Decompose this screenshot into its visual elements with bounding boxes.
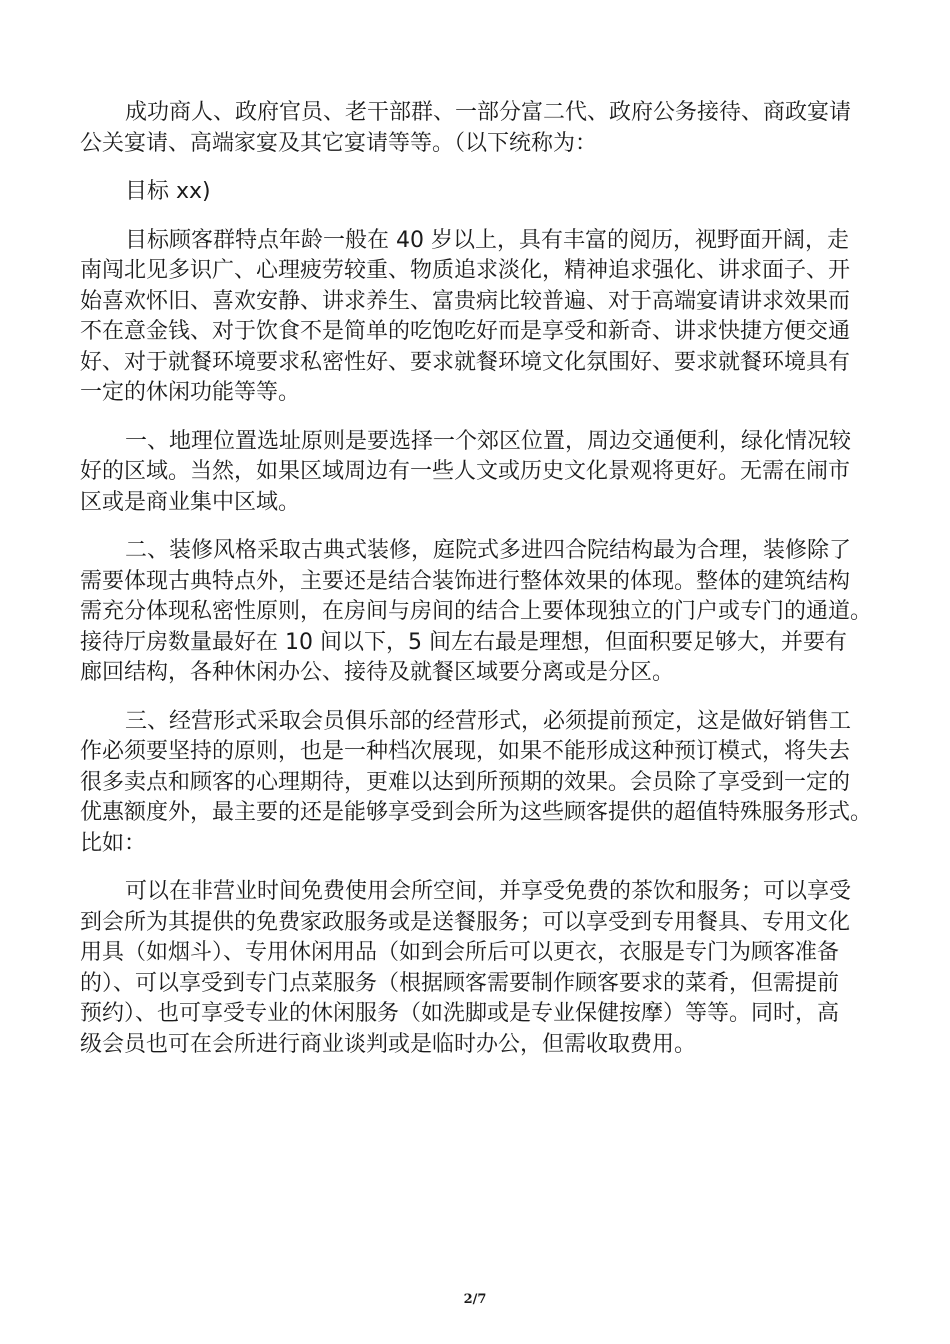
paragraph-line: 优惠额度外，最主要的还是能够享受到会所为这些顾客提供的超值特殊服务形式。 — [80, 800, 873, 825]
paragraph-line: 公关宴请、高端家宴及其它宴请等等。（以下统称为： — [80, 130, 598, 156]
paragraph — [80, 707, 875, 860]
paragraph — [80, 536, 875, 689]
page-number: 2/7 — [463, 1292, 487, 1307]
paragraph-line: 廊回结构，各种休闲办公、接待及就餐区域要分离或是分区。 — [80, 660, 675, 685]
paragraph-line: 成功商人、政府官员、老干部群、一部分富二代、政府公务接待、商政宴请 — [125, 100, 852, 125]
paragraph — [80, 226, 875, 409]
paragraph-line: 好、对于就餐环境要求私密性好、要求就餐环境文化氛围好、要求就餐环境具有 — [80, 349, 851, 375]
paragraph — [80, 177, 875, 208]
document-body — [80, 98, 875, 1078]
paragraph-line: 预约）、也可享受专业的休闲服务（如洗脚或是专业保健按摩）等等。同时，高 — [80, 1001, 840, 1026]
paragraph-line: 比如： — [80, 830, 147, 856]
paragraph-line: 三、经营形式采取会员俱乐部的经营形式，必须提前预定，这是做好销售工 — [125, 708, 852, 734]
paragraph-line: 级会员也可在会所进行商业谈判或是临时办公，但需收取费用。 — [80, 1031, 697, 1057]
paragraph-line: 的）、可以享受到专门点菜服务（根据顾客需要制作顾客要求的菜肴，但需提前 — [80, 970, 840, 996]
paragraph-line: 需要体现古典特点外，主要还是结合装饰进行整体效果的体现。整体的建筑结构 — [80, 568, 851, 594]
paragraph — [80, 877, 875, 1060]
paragraph-line: 区或是商业集中区域。 — [80, 489, 301, 515]
paragraph-line: 很多卖点和顾客的心理期待，更难以达到所预期的效果。会员除了享受到一定的 — [80, 769, 851, 795]
paragraph-line: 用具（如烟斗）、专用休闲用品（如到会所后可以更衣，衣服是专门为顾客准备 — [80, 940, 840, 965]
paragraph-line: 目标顾客群特点年龄一般在 40 岁以上，具有丰富的阅历，视野面开阔，走 — [125, 227, 849, 253]
paragraph — [80, 98, 875, 159]
paragraph-line: 不在意金钱、对于饮食不是简单的吃饱吃好而是享受和新奇、讲求快捷方便交通 — [80, 319, 851, 344]
paragraph-line: 始喜欢怀旧、喜欢安静、讲求养生、富贵病比较普遍、对于高端宴请讲求效果而 — [80, 288, 851, 314]
paragraph-line: 作必须要坚持的原则，也是一种档次展现，如果不能形成这种预订模式，将失去 — [80, 739, 851, 764]
paragraph-line: 可以在非营业时间免费使用会所空间，并享受免费的茶饮和服务；可以享受 — [125, 879, 852, 904]
paragraph-line: 接待厅房数量最好在 10 间以下，5 间左右最是理想，但面积要足够大，并要有 — [80, 629, 847, 655]
paragraph-line: 二、装修风格采取古典式装修，庭院式多进四合院结构最为合理，装修除了 — [125, 538, 852, 563]
paragraph — [80, 427, 875, 519]
paragraph-line: 需充分体现私密性原则，在房间与房间的结合上要体现独立的门户或专门的通道。 — [80, 599, 873, 624]
paragraph-line: 好的区域。当然，如果区域周边有一些人文或历史文化景观将更好。无需在闹市 — [80, 459, 851, 484]
paragraph-line: 南闯北见多识广、心理疲劳较重、物质追求淡化，精神追求强化、讲求面子、开 — [80, 258, 851, 283]
paragraph-line: 到会所为其提供的免费家政服务或是送餐服务；可以享受到专用餐具、专用文化 — [80, 909, 851, 935]
paragraph-line: 目标 xx) — [125, 179, 211, 204]
paragraph-line: 一定的休闲功能等等。 — [80, 380, 301, 405]
paragraph-line: 一、地理位置选址原则是要选择一个郊区位置，周边交通便利，绿化情况较 — [125, 428, 852, 454]
